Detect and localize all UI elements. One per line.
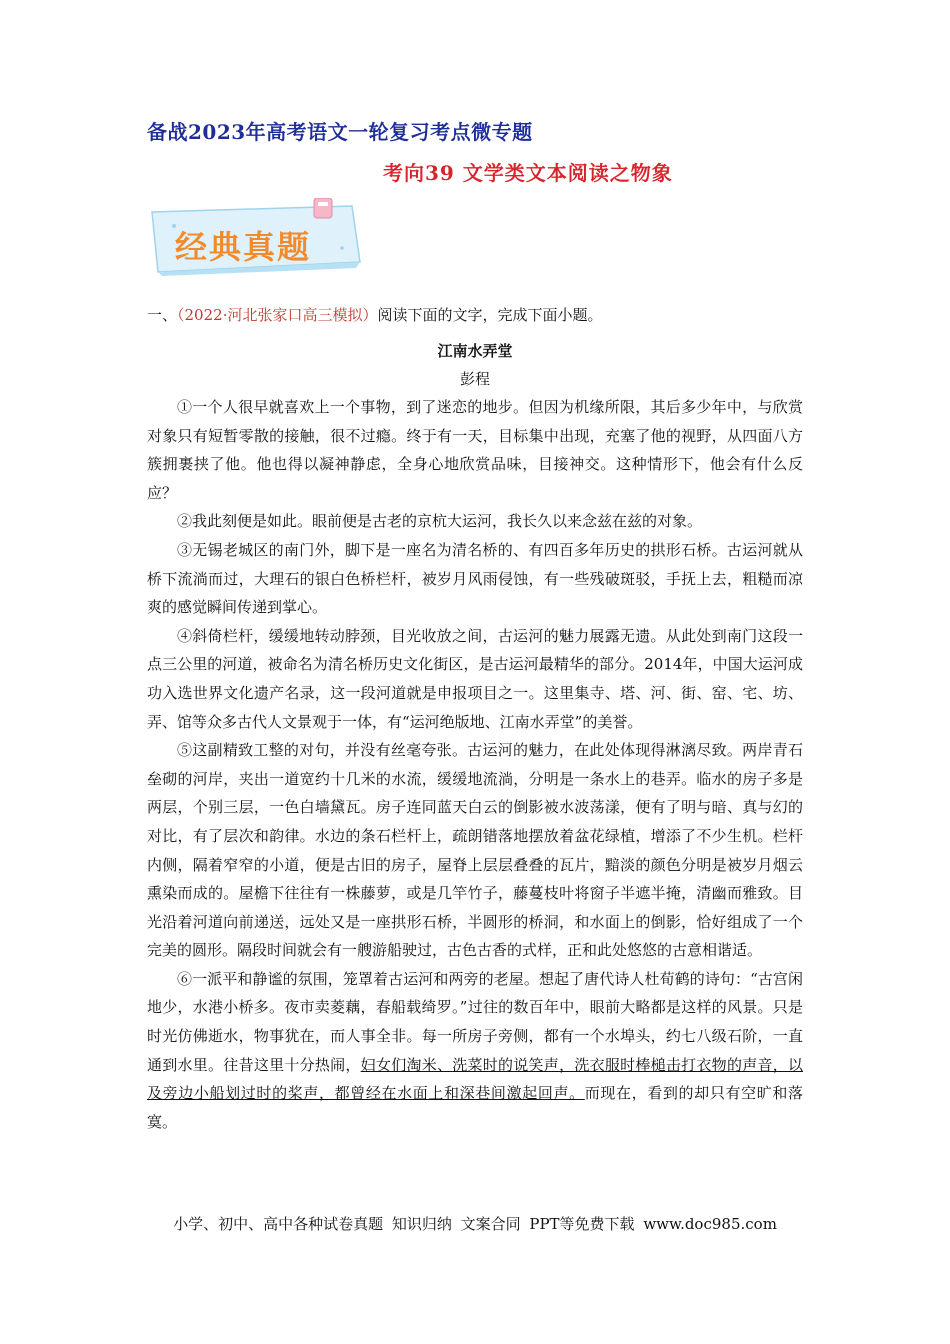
article-author: 彭程 xyxy=(459,370,490,388)
article-body xyxy=(147,393,803,1136)
paragraph-6-text: ⑥一派平和静谧的氛围，笼罩着古运河和两旁的老屋。想起了唐代诗人杜荀鹤的诗句：“古宫闲地少，水港小桥多。夜市卖菱藕，春船载绮罗。”过往的数百年中，眼前大略都是这样的风景。只是时光仿佛逝水，物事犹在，而人事全非。每一所房子旁侧，都有一个水埠头，约七八级石阶，一直通到水里。往昔这里十分热闹， xyxy=(147,969,803,1074)
footer-text: 小学、初中、高中各种试卷真题 知识归纳 文案合同 PPT等免费下载 www.doc985.com xyxy=(173,1215,777,1233)
document-title: 备战2023年高考语文一轮复习考点微专题 xyxy=(147,120,533,144)
question-source: （2022·河北张家口高三模拟） xyxy=(177,306,378,324)
paragraph-2: ②我此刻便是如此。眼前便是古老的京杭大运河，我长久以来念兹在兹的对象。 xyxy=(177,512,703,531)
article-title: 江南水弄堂 xyxy=(437,342,513,360)
paragraph-1: ①一个人很早就喜欢上一个事物，到了迷恋的地步。但因为机缘所限，其后多少年中，与欣赏对象只有短暂零散的接触，很不过瘾。终于有一天，目标集中出现，充塞了他的视野，从四面八方簇拥裹挟了他。他也得以凝神静虑，全身心地欣赏品味，目接神交。这种情形下，他会有什么反应？ xyxy=(147,398,803,502)
paragraph-5: ⑤这副精致工整的对句，并没有丝毫夸张。古运河的魅力，在此处体现得淋漓尽致。两岸青石垒砌的河岸，夹出一道宽约十几米的水流，缓缓地流淌，分明是一条水上的巷弄。临水的房子多是两层，个别三层，一色白墙黛瓦。房子连同蓝天白云的倒影被水波荡漾，便有了明与暗、真与幻的对比，有了层次和韵律。水边的条石栏杆上，疏朗错落地摆放着盆花绿植，增添了不少生机。栏杆内侧，隔着窄窄的小道，便是古旧的房子，屋脊上层层叠叠的瓦片，黯淡的颜色分明是被岁月烟云熏染而成的。屋檐下往往有一株藤萝，或是几竿竹子，藤蔓枝叶将窗子半遮半掩，清幽而雅致。目光沿着河道向前递送，远处又是一座拱形石桥，半圆形的桥洞，和水面上的倒影，恰好组成了一个完美的圆形。隔段时间就会有一艘游船驶过，古色古香的式样，正和此处悠悠的古意相谐适。 xyxy=(147,741,803,960)
underlined-sentence: 妇女们淘米、洗菜时的说笑声，洗衣服时棒槌击打衣物的声音，以及旁边小船划过时的桨声，都曾经在水面上和深巷间激起回声。 xyxy=(147,1055,803,1103)
paragraph-6-end: 而现在，看到的却只有空旷和落寞。 xyxy=(147,1084,803,1131)
question-line xyxy=(147,304,602,325)
document-subtitle: 考向39 文学类文本阅读之物象 xyxy=(383,161,673,185)
paragraph-4: ④斜倚栏杆，缓缓地转动脖颈，目光收放之间，古运河的魅力展露无遗。从此处到南门这段一点三公里的河道，被命名为清名桥历史文化街区，是古运河最精华的部分。2014年，中国大运河成功入选世界文化遗产名录，这一段河道就是申报项目之一。这里集寺、塔、河、街、窑、宅、坊、弄、馆等众多古代人文景观于一体，有“运河绝版地、江南水弄堂”的美誉。 xyxy=(147,626,803,731)
paragraph-6 xyxy=(147,965,803,1137)
banner-label: 经典真题 xyxy=(175,228,312,266)
paragraph-3: ③无锡老城区的南门外，脚下是一座名为清名桥的、有四百多年历史的拱形石桥。古运河就从桥下流淌而过，大理石的银白色桥栏杆，被岁月风雨侵蚀，有一些残破斑驳，手抚上去，粗糙而凉爽的感觉瞬间传递到掌心。 xyxy=(147,540,803,617)
question-instruction: 阅读下面的文字，完成下面小题。 xyxy=(377,306,603,324)
question-number: 一、 xyxy=(147,306,178,324)
